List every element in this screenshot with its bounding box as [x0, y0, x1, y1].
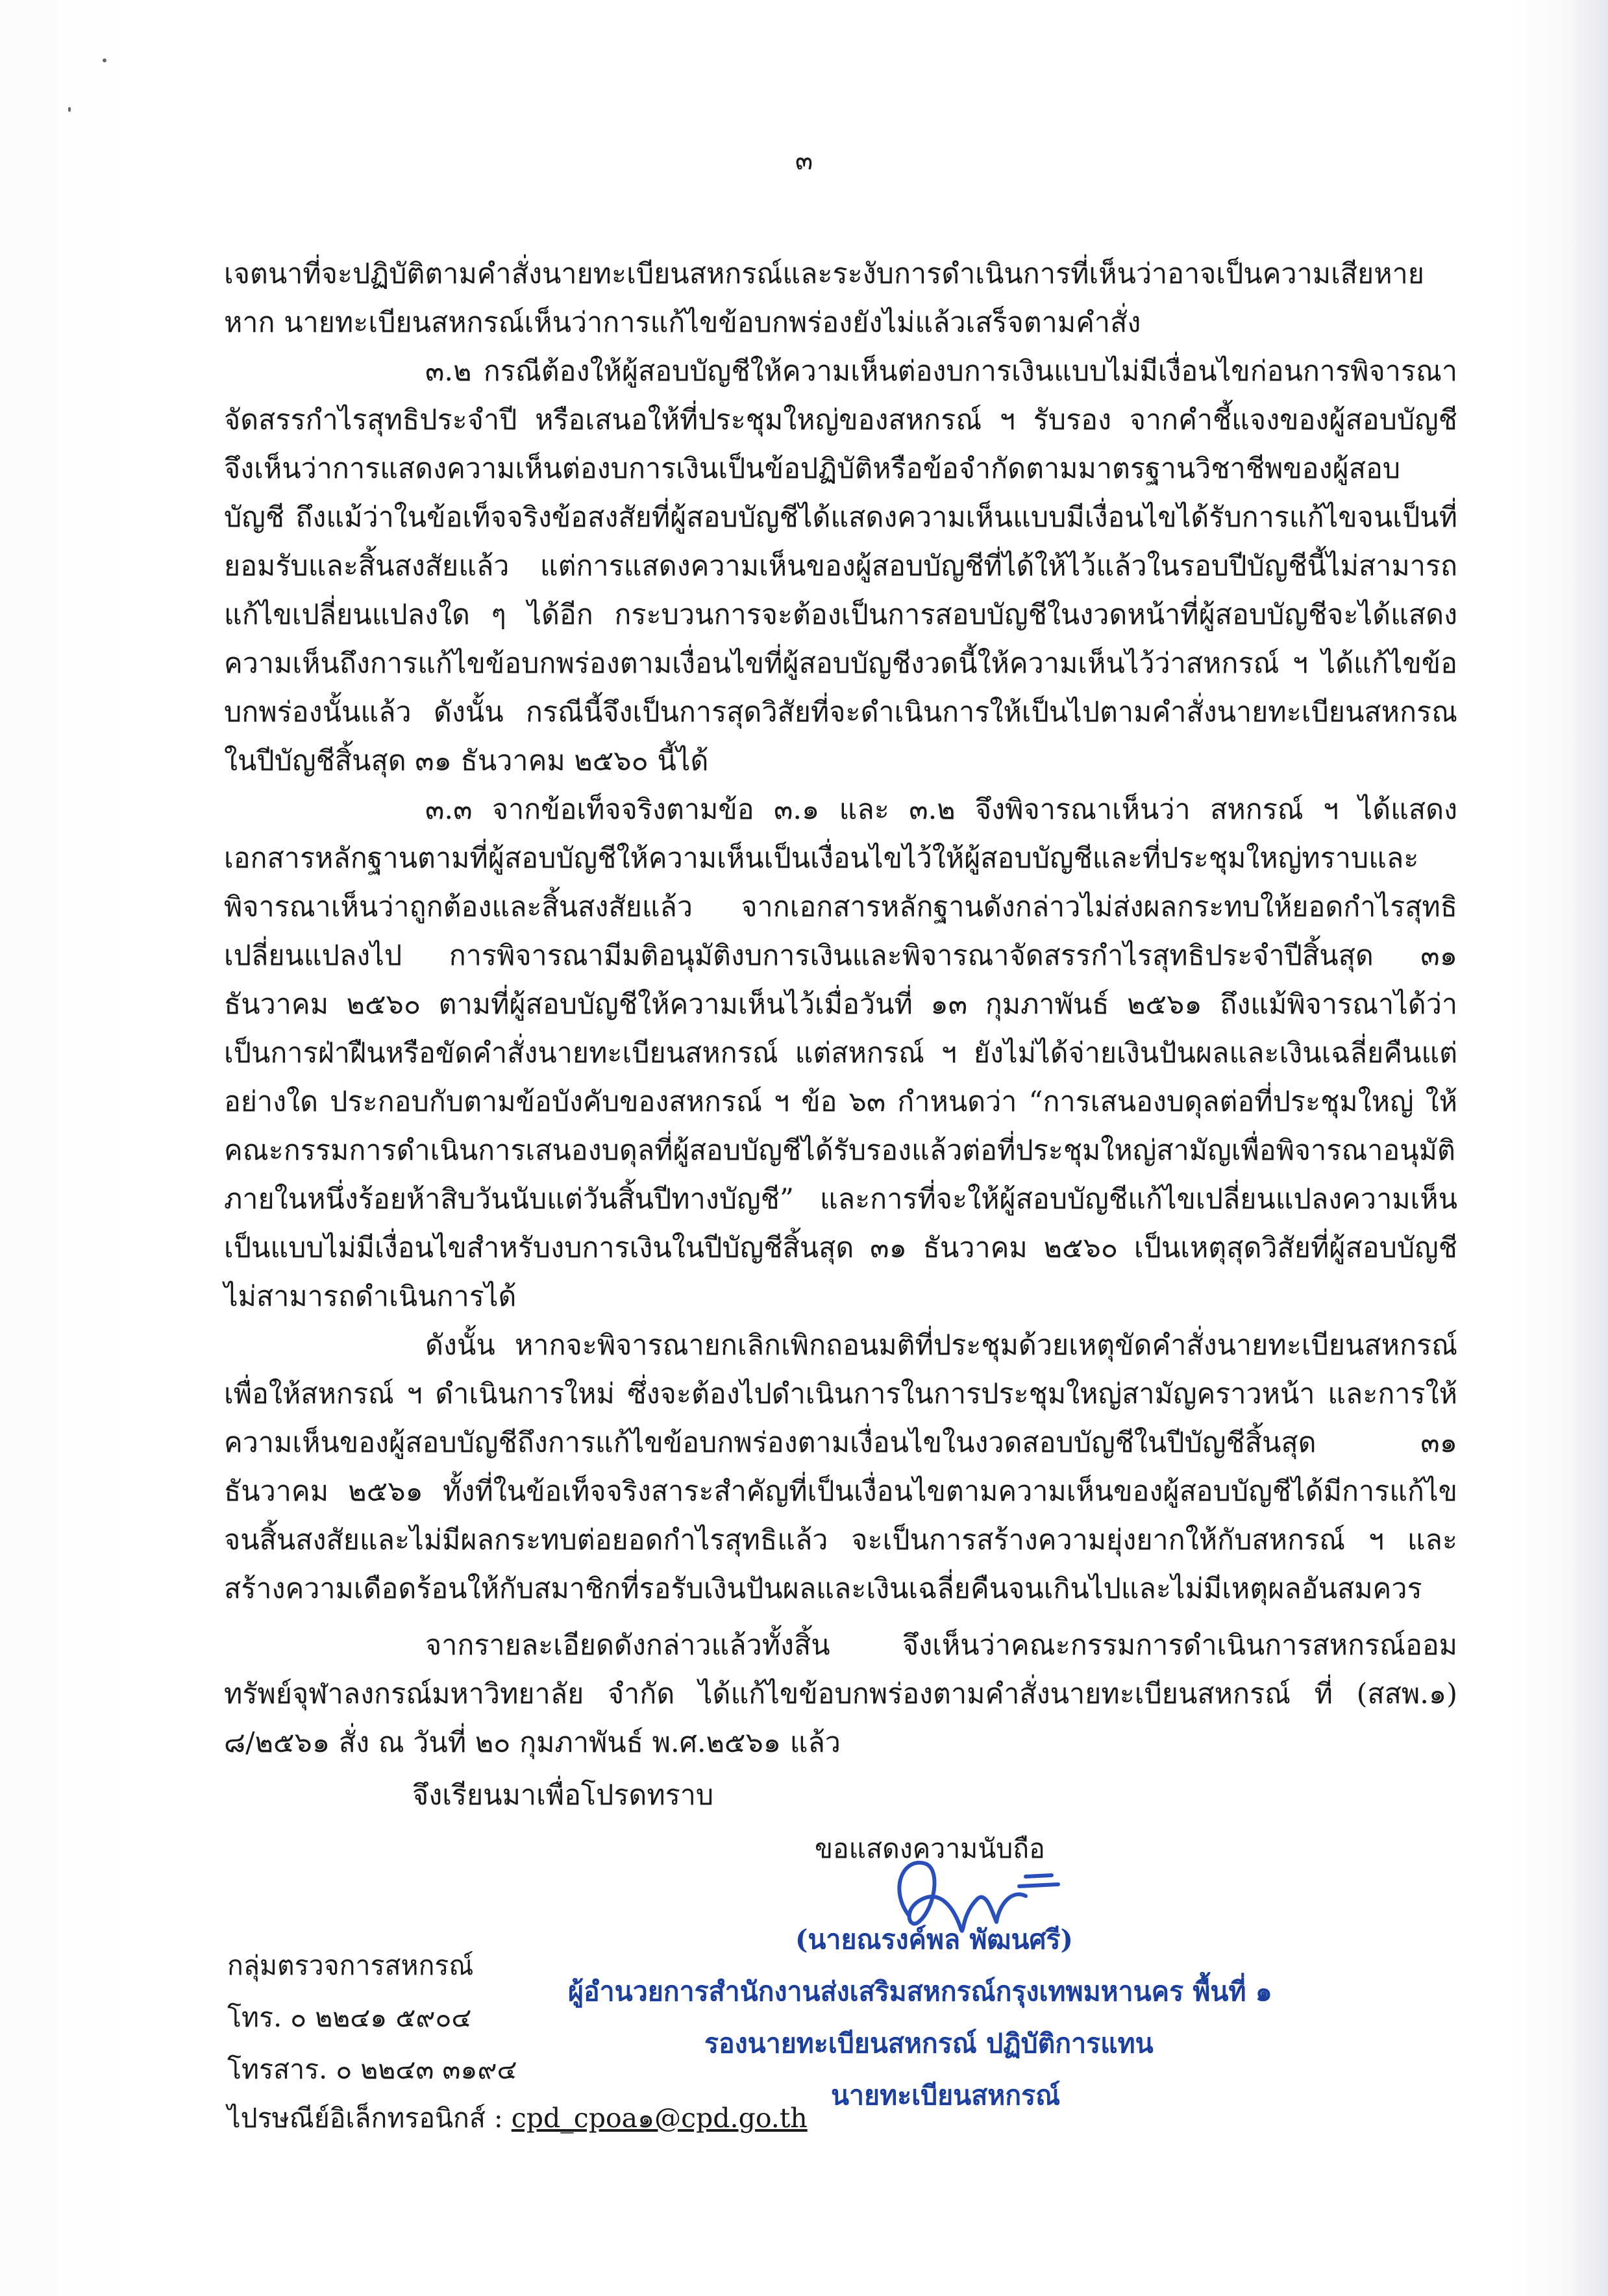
paragraph-conclusion: จากรายละเอียดดังกล่าวแล้วทั้งสิ้น จึงเห็นว่าคณะกรรมการดำเนินการสหกรณ์ออมทรัพย์จุฬาลงกรณ์มหาวิทยาลัย จำกัด ได้แก้ไขข้อบกพร่องตามคำสั่งนายทะเบียนสหกรณ์ ที่ (สสพ.๑) ๘/๒๕๖๑ สั่ง ณ วันที่ ๒๐ กุมภาพันธ์ พ.ศ.๒๕๖๑ แล้ว — [224, 1629, 1457, 1759]
courtesy-line: ขอแสดงความนับถือ — [815, 1833, 1045, 1864]
email-line — [227, 2097, 808, 2140]
paragraph-continuation: เจตนาที่จะปฏิบัติตามคำสั่งนายทะเบียนสหกรณ์และระงับการดำเนินการที่เห็นว่าอาจเป็นความเสียหายหาก นายทะเบียนสหกรณ์เห็นว่าการแก้ไขข้อบกพร่องยังไม่แล้วเสร็จตามคำสั่ง — [224, 258, 1424, 339]
paragraph-3-3: ๓.๓ จากข้อเท็จจริงตามข้อ ๓.๑ และ ๓.๒ จึงพิจารณาเห็นว่า สหกรณ์ ฯ ได้แสดงเอกสารหลักฐานตามที่ผู้สอบบัญชีให้ความเห็นเป็นเงื่อนไขไว้ให้ผู้สอบบัญชีและที่ประชุมใหญ่ทราบและพิจารณาเห็นว่าถูกต้องและสิ้นสงสัยแล้ว จากเอกสารหลักฐานดังกล่าวไม่ส่งผลกระทบให้ยอดกำไรสุทธิเปลี่ยนแปลงไป การพิจารณามีมติอนุมัติงบการเงินและพิจารณาจัดสรรกำไรสุทธิประจำปีสิ้นสุด ๓๑ ธันวาคม ๒๕๖๐ ตามที่ผู้สอบบัญชีให้ความเห็นไว้เมื่อวันที่ ๑๓ กุมภาพันธ์ ๒๕๖๑ ถึงแม้พิจารณาได้ว่าเป็นการฝ่าฝืนหรือขัดคำสั่งนายทะเบียนสหกรณ์ แต่สหกรณ์ ฯ ยังไม่ได้จ่ายเงินปันผลและเงินเฉลี่ยคืนแต่อย่างใด ประกอบกับตามข้อบังคับของสหกรณ์ ฯ ข้อ ๖๓ กำหนดว่า “การเสนองบดุลต่อที่ประชุมใหญ่ ให้คณะกรรมการดำเนินการเสนองบดุลที่ผู้สอบบัญชีได้รับรองแล้วต่อที่ประชุมใหญ่สามัญเพื่อพิจารณาอนุมัติ ภายในหนึ่งร้อยห้าสิบวันนับแต่วันสิ้นปีทางบัญชี” และการที่จะให้ผู้สอบบัญชีแก้ไขเปลี่ยนแปลงความเห็นเป็นแบบไม่มีเงื่อนไขสำหรับงบการเงินในปีบัญชีสิ้นสุด ๓๑ ธันวาคม ๒๕๖๐ เป็นเหตุสุดวิสัยที่ผู้สอบบัญชีไม่สามารถดำเนินการได้ — [224, 793, 1457, 1313]
phone-number: โทร. ๐ ๒๒๔๑ ๕๙๐๔ — [227, 2002, 472, 2033]
email-label: ไปรษณีย์อิเล็กทรอนิกส์ : — [227, 2103, 512, 2134]
paragraph-therefore: ดังนั้น หากจะพิจารณายกเลิกเพิกถอนมติที่ประชุมด้วยเหตุขัดคำสั่งนายทะเบียนสหกรณ์เพื่อให้สหกรณ์ ฯ ดำเนินการใหม่ ซึ่งจะต้องไปดำเนินการในการประชุมใหญ่สามัญคราวหน้า และการให้ความเห็นของผู้สอบบัญชีถึงการแก้ไขข้อบกพร่องตามเงื่อนไขในงวดสอบบัญชีในปีบัญชีสิ้นสุด ๓๑ ธันวาคม ๒๕๖๑ ทั้งที่ในข้อเท็จจริงสาระสำคัญที่เป็นเงื่อนไขตามความเห็นของผู้สอบบัญชีได้มีการแก้ไขจนสิ้นสงสัยและไม่มีผลกระทบต่อยอดกำไรสุทธิแล้ว จะเป็นการสร้างความยุ่งยากให้กับสหกรณ์ ฯ และสร้างความเดือดร้อนให้กับสมาชิกที่รอรับเงินปันผลและเงินเฉลี่ยคืนจนเกินไปและไม่มีเหตุผลอันสมควร — [224, 1329, 1457, 1605]
department-name: กลุ่มตรวจการสหกรณ์ — [227, 1950, 474, 1981]
signer-title-line-1: ผู้อำนวยการสำนักงานส่งเสริมสหกรณ์กรุงเทพมหานคร พื้นที่ ๑ — [568, 1976, 1272, 2007]
email-link[interactable]: cpd_cpoa๑@cpd.go.th — [511, 2103, 808, 2134]
page-number: ๓ — [795, 146, 813, 176]
paragraph-3-2: ๓.๒ กรณีต้องให้ผู้สอบบัญชีให้ความเห็นต่องบการเงินแบบไม่มีเงื่อนไขก่อนการพิจารณาจัดสรรกำไรสุทธิประจำปี หรือเสนอให้ที่ประชุมใหญ่ของสหกรณ์ ฯ รับรอง จากคำชี้แจงของผู้สอบบัญชี จึงเห็นว่าการแสดงความเห็นต่องบการเงินเป็นข้อปฏิบัติหรือข้อจำกัดตามมาตรฐานวิชาชีพของผู้สอบบัญชี ถึงแม้ว่าในข้อเท็จจริงข้อสงสัยที่ผู้สอบบัญชีได้แสดงความเห็นแบบมีเงื่อนไขได้รับการแก้ไขจนเป็นที่ยอมรับและสิ้นสงสัยแล้ว แต่การแสดงความเห็นของผู้สอบบัญชีที่ได้ให้ไว้แล้วในรอบปีบัญชีนี้ไม่สามารถแก้ไขเปลี่ยนแปลงใด ๆ ได้อีก กระบวนการจะต้องเป็นการสอบบัญชีในงวดหน้าที่ผู้สอบบัญชีจะได้แสดงความเห็นถึงการแก้ไขข้อบกพร่องตามเงื่อนไขที่ผู้สอบบัญชีงวดนี้ให้ความเห็นไว้ว่าสหกรณ์ ฯ ได้แก้ไขข้อบกพร่องนั้นแล้ว ดังนั้น กรณีนี้จึงเป็นการสุดวิสัยที่จะดำเนินการให้เป็นไปตามคำสั่งนายทะเบียนสหกรณในปีบัญชีสิ้นสุด ๓๑ ธันวาคม ๒๕๖๐ นี้ได้ — [224, 355, 1457, 777]
signer-name: (นายณรงค์พล พัฒนศรี) — [795, 1924, 1073, 1955]
signer-title-line-2: รองนายทะเบียนสหกรณ์ ปฏิบัติการแทน — [704, 2028, 1154, 2059]
closing-line: จึงเรียนมาเพื่อโปรดทราบ — [412, 1779, 714, 1812]
signer-title-line-3: นายทะเบียนสหกรณ์ — [831, 2080, 1061, 2111]
fax-number: โทรสาร. ๐ ๒๒๔๓ ๓๑๙๔ — [227, 2054, 517, 2085]
